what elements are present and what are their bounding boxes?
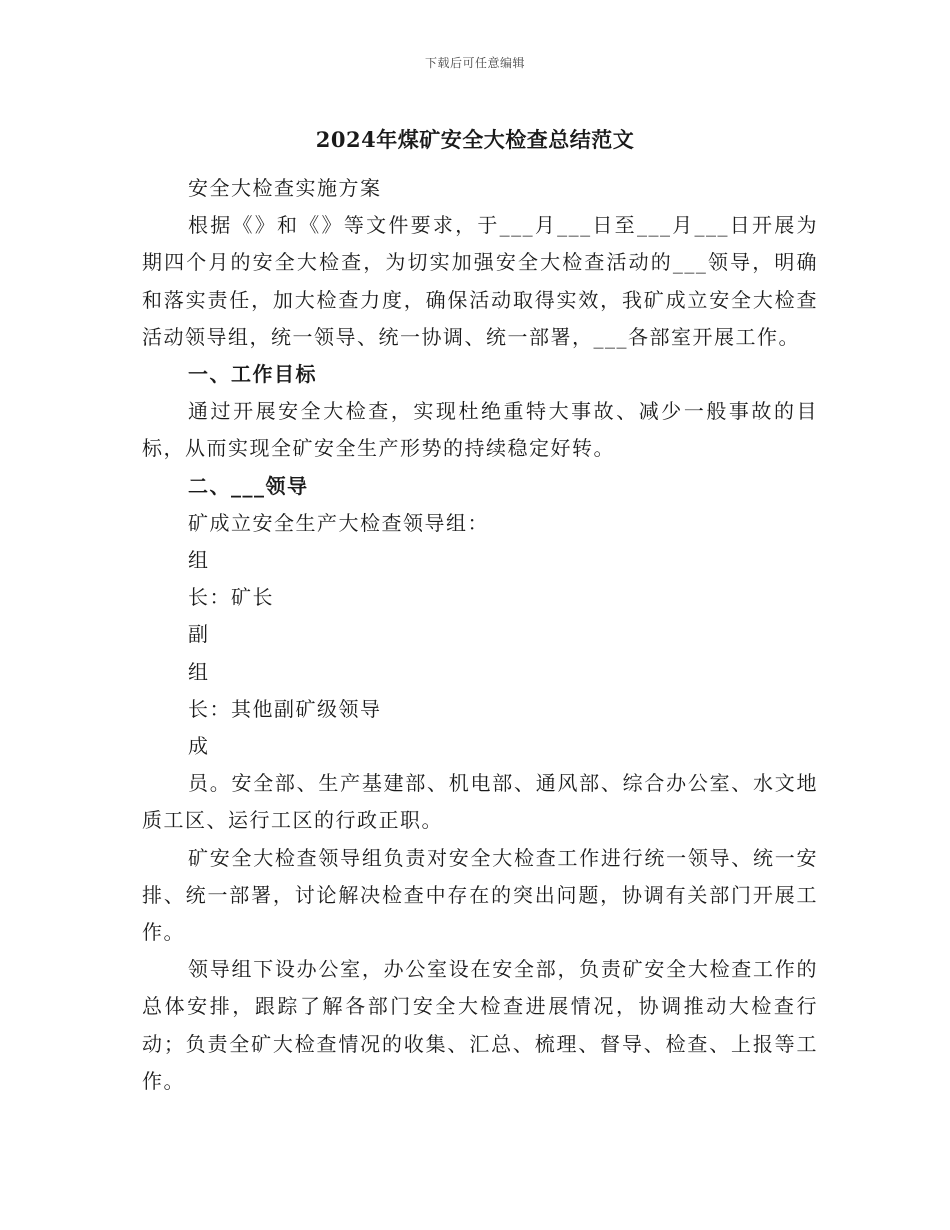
- paragraph-members: 员。安全部、生产基建部、机电部、通风部、综合办公室、水文地质工区、运行工区的行政正职。: [142, 771, 818, 833]
- section-heading-leadership: 二、___领导: [188, 473, 309, 498]
- paragraph-responsibilities: 矿安全大检查领导组负责对安全大检查工作进行统一领导、统一安排、统一部署，讨论解决检查中存在的突出问题，协调有关部门开展工作。: [142, 845, 818, 945]
- document-body: [142, 170, 818, 1100]
- paragraph-goals: 通过开展安全大检查，实现杜绝重特大事故、减少一般事故的目标，从而实现全矿安全生产形势的持续稳定好转。: [142, 399, 818, 461]
- section-heading-goals: 一、工作目标: [188, 362, 317, 387]
- paragraph-leadership-intro: 矿成立安全生产大检查领导组：: [188, 510, 489, 535]
- paragraph-plan-title: 安全大检查实施方案: [188, 176, 382, 200]
- paragraph-line: 长：矿长: [188, 585, 274, 610]
- document-title: 2024年煤矿安全大检查总结范文: [315, 127, 635, 152]
- paragraph-office: 领导组下设办公室，办公室设在安全部，负责矿安全大检查工作的总体安排，跟踪了解各部门安全大检查进展情况，协调推动大检查行动；负责全矿大检查情况的收集、汇总、梳理、督导、检查、上报等工作。: [142, 957, 818, 1093]
- paragraph-line: 成: [188, 734, 210, 759]
- paragraph-intro: 根据《》和《》等文件要求，于___月___日至___月___日开展为期四个月的安全大检查，为切实加强安全大检查活动的___领导，明确和落实责任，加大检查力度，确保活动取得实效，我矿成立安全大检查活动领导组，统一领导、统一协调、统一部署，___各部室开展工作。: [142, 213, 818, 349]
- header-note: 下载后可任意编辑: [424, 56, 525, 70]
- paragraph-line: 长：其他副矿级领导: [188, 696, 382, 721]
- paragraph-line: 组: [188, 659, 210, 684]
- paragraph-line: 组: [188, 548, 210, 573]
- paragraph-line: 副: [188, 622, 210, 647]
